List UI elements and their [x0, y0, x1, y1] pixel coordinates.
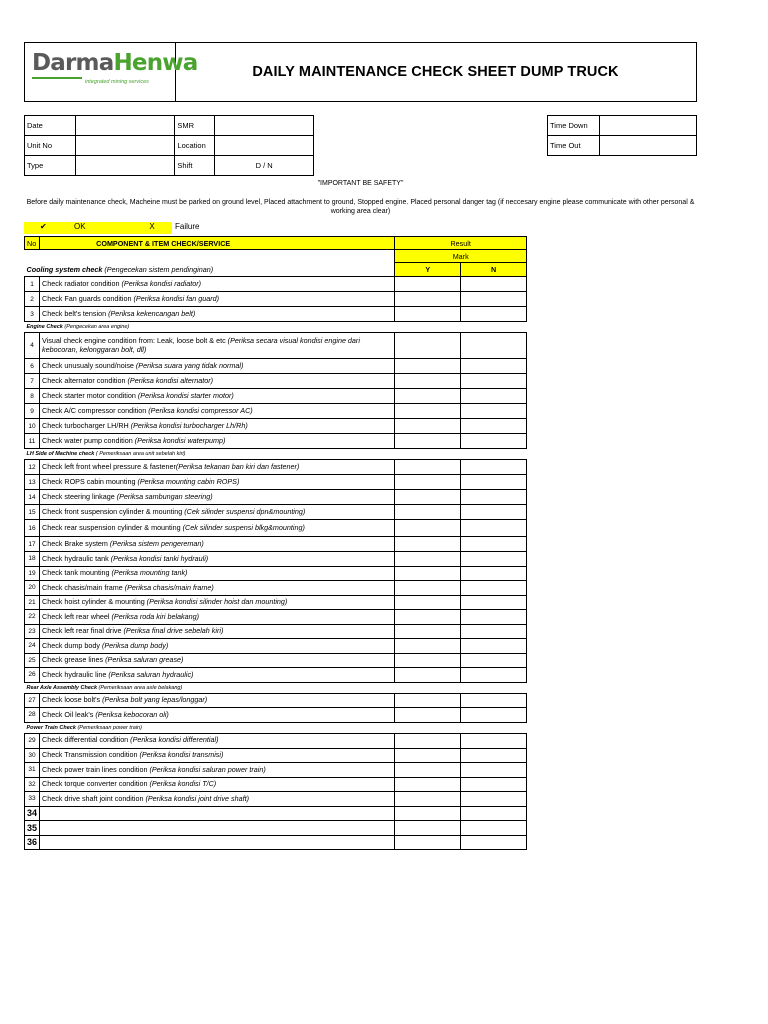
logo-bar [32, 77, 82, 79]
section-power-train [25, 722, 527, 733]
mark-y-cell[interactable] [395, 333, 461, 359]
component-header: COMPONENT & ITEM CHECK/SERVICE [40, 237, 395, 250]
mark-n-cell[interactable] [461, 610, 527, 625]
item-number: 8 [25, 389, 40, 404]
mark-header: Mark [395, 250, 527, 263]
mark-n-cell[interactable] [461, 748, 527, 763]
item-number: 34 [25, 806, 40, 821]
mark-n-cell[interactable] [461, 419, 527, 434]
item-description: Check differential condition (Periksa kondisi differential) [40, 733, 395, 748]
mark-y-cell[interactable] [395, 610, 461, 625]
mark-y-cell[interactable] [395, 581, 461, 596]
type-label: Type [25, 156, 76, 176]
mark-n-cell[interactable] [461, 389, 527, 404]
time-out-label: Time Out [548, 136, 600, 156]
unit-no-field[interactable] [75, 136, 175, 156]
item-number: 9 [25, 404, 40, 419]
mark-y-cell[interactable] [395, 434, 461, 449]
item-number: 25 [25, 653, 40, 668]
mark-n-cell[interactable] [461, 821, 527, 836]
table-row [25, 566, 527, 581]
legend-failure-label: Failure [175, 222, 200, 231]
item-number: 11 [25, 434, 40, 449]
table-row [25, 581, 527, 596]
mark-n-cell[interactable] [461, 374, 527, 389]
item-number: 30 [25, 748, 40, 763]
checklist-table [24, 236, 527, 850]
item-number: 19 [25, 566, 40, 581]
table-row [25, 835, 527, 850]
item-description: Check rear suspension cylinder & mounting (Cek silinder suspensi blkg&mounting) [40, 520, 395, 537]
mark-n-cell[interactable] [461, 763, 527, 778]
item-description: Check grease lines (Periksa saluran grease) [40, 653, 395, 668]
mark-n-cell[interactable] [461, 624, 527, 639]
table-row [25, 277, 527, 292]
mark-n-cell[interactable] [461, 434, 527, 449]
mark-n-cell[interactable] [461, 835, 527, 850]
item-description: Check hoist cylinder & mounting (Periksa kondisi silinder hoist dan mounting) [40, 595, 395, 610]
item-number: 1 [25, 277, 40, 292]
table-row [25, 434, 527, 449]
mark-n-cell[interactable] [461, 777, 527, 792]
logo-subtitle: integrated mining services [85, 79, 149, 85]
mark-n-cell[interactable] [461, 359, 527, 374]
item-description [40, 806, 395, 821]
item-number: 23 [25, 624, 40, 639]
item-description: Check hydraulic line (Periksa saluran hydraulic) [40, 668, 395, 683]
mark-y-cell[interactable] [395, 404, 461, 419]
mark-n-cell[interactable] [461, 404, 527, 419]
item-number: 29 [25, 733, 40, 748]
mark-y-cell[interactable] [395, 639, 461, 654]
item-number: 16 [25, 520, 40, 537]
table-row [25, 733, 527, 748]
mark-y-cell[interactable] [395, 520, 461, 537]
mark-n-cell[interactable] [461, 292, 527, 307]
item-description: Visual check engine condition from: Leak, loose bolt & etc (Periksa secara visual kondisi engine dari kebocoran, kelonggaran bolt, dll) [40, 333, 395, 359]
table-row [25, 708, 527, 723]
section-label: Engine Check (Pengecekan area engine) [26, 324, 130, 330]
mark-y-cell[interactable] [395, 806, 461, 821]
section-label: LH Side of Machine check ( Pemeriksaan area unit sebelah kiri) [26, 451, 186, 457]
table-row [25, 748, 527, 763]
table-row [25, 653, 527, 668]
item-number: 13 [25, 475, 40, 490]
info-table [24, 115, 314, 176]
mark-y-cell[interactable] [395, 792, 461, 807]
mark-y-cell[interactable] [395, 566, 461, 581]
unit-no-label: Unit No [25, 136, 76, 156]
table-row [25, 419, 527, 434]
table-row [25, 693, 527, 708]
table-row [25, 292, 527, 307]
item-number: 36 [25, 835, 40, 850]
mark-y-cell[interactable] [395, 748, 461, 763]
instruction-note: Before daily maintenance check, Macheine must be parked on ground level, Placed attachment to ground, Stopped engine. Placed personal danger tag (if neccesary engine please communicate with other personal & working area clear) [26, 199, 695, 215]
legend-failure-symbol: X [132, 222, 172, 234]
table-row [25, 610, 527, 625]
mark-y-cell[interactable] [395, 460, 461, 475]
item-description: Check chasis/main frame (Periksa chasis/main frame) [40, 581, 395, 596]
mark-n-cell[interactable] [461, 490, 527, 505]
mark-n-cell[interactable] [461, 460, 527, 475]
mark-n-cell[interactable] [461, 307, 527, 322]
table-row [25, 333, 527, 359]
item-number: 2 [25, 292, 40, 307]
location-field[interactable] [215, 136, 314, 156]
table-row [25, 404, 527, 419]
table-row [25, 624, 527, 639]
mark-y-cell[interactable] [395, 653, 461, 668]
table-row [25, 307, 527, 322]
mark-n-cell[interactable] [461, 581, 527, 596]
item-description: Check alternator condition (Periksa kondisi alternator) [40, 374, 395, 389]
item-number: 27 [25, 693, 40, 708]
item-number: 22 [25, 610, 40, 625]
time-down-field[interactable] [599, 116, 696, 136]
item-description: Check Oil leak's (Periksa kebocoran oli) [40, 708, 395, 723]
type-field[interactable] [75, 156, 175, 176]
mark-y-cell[interactable] [395, 835, 461, 850]
item-description [40, 835, 395, 850]
mark-n-cell[interactable] [461, 792, 527, 807]
shift-field[interactable]: D / N [215, 156, 314, 176]
item-number: 18 [25, 552, 40, 567]
item-number: 32 [25, 777, 40, 792]
page-title: DAILY MAINTENANCE CHECK SHEET DUMP TRUCK [252, 64, 619, 80]
item-description: Check radiator condition (Periksa kondisi radiator) [40, 277, 395, 292]
item-description: Check steering linkage (Periksa sambungan steering) [40, 490, 395, 505]
mark-n-cell[interactable] [461, 475, 527, 490]
mark-y-cell[interactable] [395, 374, 461, 389]
mark-n-cell[interactable] [461, 566, 527, 581]
mark-n-cell[interactable] [461, 639, 527, 654]
item-description: Check dump body (Periksa dump body) [40, 639, 395, 654]
mark-n-cell[interactable] [461, 333, 527, 359]
checkmark-icon: ✔ [40, 222, 47, 231]
table-row [25, 460, 527, 475]
mark-n-cell[interactable] [461, 520, 527, 537]
mark-y-cell[interactable] [395, 419, 461, 434]
legend-ok-label: OK [74, 222, 86, 231]
table-row [25, 821, 527, 836]
table-row [25, 359, 527, 374]
table-row [25, 777, 527, 792]
n-header: N [461, 263, 527, 277]
mark-y-cell[interactable] [395, 307, 461, 322]
mark-y-cell[interactable] [395, 389, 461, 404]
table-row [25, 389, 527, 404]
mark-y-cell[interactable] [395, 505, 461, 520]
mark-n-cell[interactable] [461, 708, 527, 723]
item-number: 31 [25, 763, 40, 778]
mark-y-cell[interactable] [395, 277, 461, 292]
mark-y-cell[interactable] [395, 763, 461, 778]
item-number: 14 [25, 490, 40, 505]
mark-y-cell[interactable] [395, 708, 461, 723]
item-description: Check drive shaft joint condition (Periksa kondisi joint drive shaft) [40, 792, 395, 807]
table-row [25, 505, 527, 520]
item-description: Check hydraulic tank (Periksa kondisi tanki hydrauli) [40, 552, 395, 567]
table-row [25, 792, 527, 807]
item-description: Check tank mounting (Periksa mounting tank) [40, 566, 395, 581]
item-description: Check starter motor condition (Periksa kondisi starter motor) [40, 389, 395, 404]
logo-text-henwa: Henwa [113, 50, 198, 76]
item-number: 33 [25, 792, 40, 807]
smr-label: SMR [175, 116, 215, 136]
item-number: 3 [25, 307, 40, 322]
item-number: 4 [25, 333, 40, 359]
mark-n-cell[interactable] [461, 668, 527, 683]
date-field[interactable] [75, 116, 175, 136]
table-row [25, 595, 527, 610]
item-number: 35 [25, 821, 40, 836]
mark-n-cell[interactable] [461, 653, 527, 668]
no-header: No [25, 237, 40, 250]
item-description: Check ROPS cabin mounting (Periksa mounting cabin ROPS) [40, 475, 395, 490]
mark-y-cell[interactable] [395, 693, 461, 708]
section-rear-axle [25, 682, 527, 693]
section-label: Rear Axle Assembly Check (Pemeriksaan area axle belakang) [26, 684, 183, 691]
header-box [24, 42, 697, 102]
table-row [25, 552, 527, 567]
mark-y-cell[interactable] [395, 359, 461, 374]
item-number: 28 [25, 708, 40, 723]
item-description: Check water pump condition (Periksa kondisi waterpump) [40, 434, 395, 449]
section-cooling: Cooling system check (Pengecekan sistem pendinginan) [26, 264, 214, 274]
mark-y-cell[interactable] [395, 475, 461, 490]
item-description: Check torque converter condition (Periksa kondisi T/C) [40, 777, 395, 792]
item-description: Check Transmission condition (Periksa kondisi transmisi) [40, 748, 395, 763]
item-description: Check left rear wheel (Periksa roda kiri belakang) [40, 610, 395, 625]
mark-n-cell[interactable] [461, 277, 527, 292]
time-table [547, 115, 697, 156]
mark-y-cell[interactable] [395, 595, 461, 610]
item-description: Check Fan guards condition (Periksa kondisi fan guard) [40, 292, 395, 307]
important-note: "IMPORTANT BE SAFETY" [317, 180, 404, 187]
item-number: 26 [25, 668, 40, 683]
location-label: Location [175, 136, 215, 156]
section-engine [25, 322, 527, 333]
section-lh-side [25, 449, 527, 460]
result-header: Result [395, 237, 527, 250]
item-number: 15 [25, 505, 40, 520]
item-description: Check power train lines condition (Periksa kondisi saluran power train) [40, 763, 395, 778]
item-description: Check Brake system (Periksa sistem pengereman) [40, 537, 395, 552]
table-row [25, 490, 527, 505]
item-description: Check front suspension cylinder & mounting (Cek silinder suspensi dpn&mounting) [40, 505, 395, 520]
item-number: 7 [25, 374, 40, 389]
mark-y-cell[interactable] [395, 733, 461, 748]
table-row [25, 806, 527, 821]
time-out-field[interactable] [599, 136, 696, 156]
date-label: Date [25, 116, 76, 136]
mark-n-cell[interactable] [461, 733, 527, 748]
table-row [25, 475, 527, 490]
mark-n-cell[interactable] [461, 552, 527, 567]
item-description: Check loose bolt's (Periksa bolt yang lepas/longgar) [40, 693, 395, 708]
mark-n-cell[interactable] [461, 595, 527, 610]
mark-y-cell[interactable] [395, 490, 461, 505]
item-number: 6 [25, 359, 40, 374]
item-number: 24 [25, 639, 40, 654]
mark-y-cell[interactable] [395, 552, 461, 567]
item-number: 20 [25, 581, 40, 596]
item-description: Check turbocharger LH/RH (Periksa kondisi turbocharger Lh/Rh) [40, 419, 395, 434]
item-description: Check left rear final drive (Periksa final drive sebelah kiri) [40, 624, 395, 639]
item-number: 12 [25, 460, 40, 475]
logo-text-darma: Darma [32, 50, 114, 76]
y-header: Y [395, 263, 461, 277]
section-label: Power Train Check (Pemeriksaan power train) [26, 724, 142, 731]
mark-y-cell[interactable] [395, 292, 461, 307]
mark-y-cell[interactable] [395, 777, 461, 792]
table-row [25, 374, 527, 389]
mark-n-cell[interactable] [461, 537, 527, 552]
smr-field[interactable] [215, 116, 314, 136]
mark-y-cell[interactable] [395, 668, 461, 683]
item-description: Check A/C compressor condition (Periksa kondisi compressor AC) [40, 404, 395, 419]
table-row [25, 520, 527, 537]
table-row [25, 668, 527, 683]
item-description: Check belt's tension (Periksa kekencangan belt) [40, 307, 395, 322]
time-down-label: Time Down [548, 116, 600, 136]
item-description: Check unusualy sound/noise (Periksa suara yang tidak normal) [40, 359, 395, 374]
item-number: 21 [25, 595, 40, 610]
item-number: 10 [25, 419, 40, 434]
table-row [25, 763, 527, 778]
mark-n-cell[interactable] [461, 505, 527, 520]
mark-y-cell[interactable] [395, 537, 461, 552]
legend-ok [24, 222, 132, 234]
shift-label: Shift [175, 156, 215, 176]
mark-n-cell[interactable] [461, 806, 527, 821]
table-row [25, 537, 527, 552]
company-logo [25, 43, 198, 101]
item-description [40, 821, 395, 836]
item-description: Check left front wheel pressure & fastener(Periksa tekanan ban kiri dan fastener) [40, 460, 395, 475]
table-row [25, 639, 527, 654]
mark-y-cell[interactable] [395, 821, 461, 836]
mark-n-cell[interactable] [461, 693, 527, 708]
item-number: 17 [25, 537, 40, 552]
mark-y-cell[interactable] [395, 624, 461, 639]
